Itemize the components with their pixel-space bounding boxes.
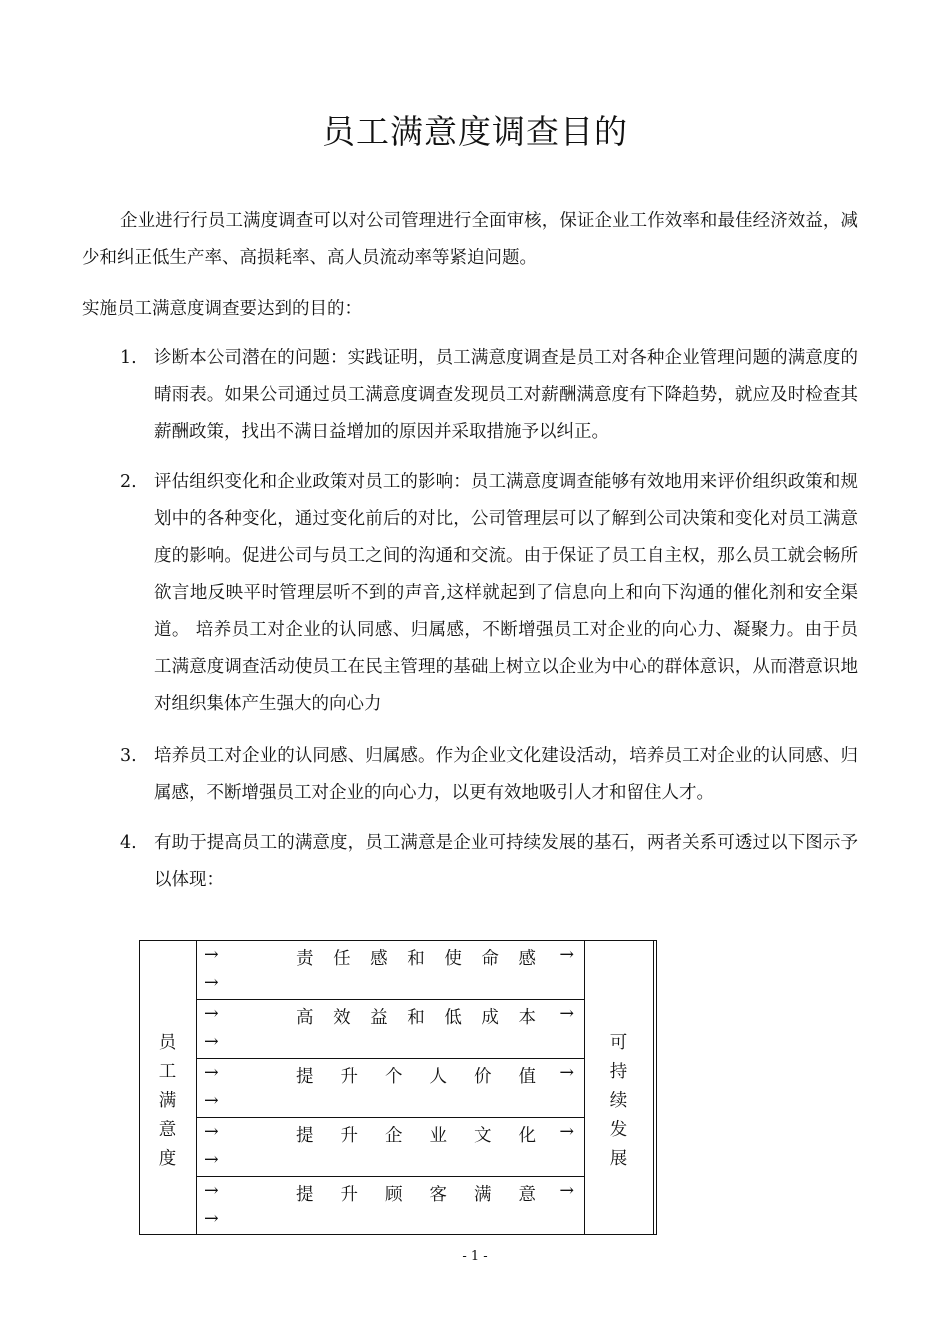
arrow-icon: → [204, 973, 219, 993]
left-label-char: 意 [158, 1120, 177, 1140]
diagram-row [196, 941, 584, 999]
left-label-employee-satisfaction [139, 1029, 196, 1174]
arrow-icon: → [559, 1004, 574, 1024]
list-item-number: 4. [120, 833, 137, 853]
right-label-char: 展 [609, 1149, 628, 1169]
arrow-icon: → [204, 1091, 219, 1111]
arrow-icon: → [204, 1209, 219, 1229]
arrow-icon: → [204, 1181, 219, 1201]
list-item [82, 340, 858, 451]
right-label-sustainable-development [584, 1029, 653, 1174]
diagram-row-text: 提升个人价值 [296, 1067, 536, 1087]
diagram-border-right-double [656, 940, 657, 1235]
list-item [82, 738, 858, 812]
left-label-char: 员 [158, 1033, 177, 1053]
list-item-number: 2. [120, 472, 137, 492]
arrow-icon: → [559, 1063, 574, 1083]
list-item-text: 有助于提高员工的满意度，员工满意是企业可持续发展的基石，两者关系可透过以下图示予以体现： [154, 833, 858, 890]
arrow-icon: → [559, 1181, 574, 1201]
arrow-icon: → [204, 945, 219, 965]
list-item-text: 评估组织变化和企业政策对员工的影响：员工满意度调查能够有效地用来评价组织政策和规划中的各种变化，通过变化前后的对比，公司管理层可以了解到公司决策和变化对员工满意度的影响。促进公司与员工之间的沟通和交流。由于保证了员工自主权，那么员工就会畅所欲言地反映平时管理层听不到的声音,这样就起到了信息向上和向下沟通的催化剂和安全渠道。 培养员工对企业的认同感、归属感，不断增强员工对企业的向心力、凝聚力。由于员工满意度调查活动使员工在民主管理的基础上树立以企业为中心的群体意识，从而潜意识地对组织集体产生强大的向心力 [154, 472, 858, 714]
right-label-char: 可 [609, 1033, 628, 1053]
satisfaction-diagram [139, 940, 659, 1236]
page-title: 员工满意度调查目的 [322, 112, 628, 151]
arrow-icon: → [559, 1122, 574, 1142]
right-label-char: 续 [609, 1091, 628, 1111]
list-item [82, 464, 858, 723]
lead-paragraph: 实施员工满意度调查要达到的目的： [82, 299, 362, 319]
arrow-icon: → [204, 1032, 219, 1052]
list-item-number: 1. [120, 348, 137, 368]
intro-paragraph: 企业进行行员工满度调查可以对公司管理进行全面审核，保证企业工作效率和最佳经济效益，减少和纠正低生产率、高损耗率、高人员流动率等紧迫问题。 [82, 211, 858, 268]
right-label-char: 发 [609, 1120, 628, 1140]
left-label-char: 度 [158, 1149, 177, 1169]
diagram-row [196, 1118, 584, 1176]
diagram-row-text: 提升顾客满意 [296, 1185, 536, 1205]
diagram-row [196, 1000, 584, 1058]
diagram-row-text: 责任感和使命感 [296, 949, 536, 969]
left-label-char: 满 [158, 1091, 177, 1111]
diagram-row-text: 高效益和低成本 [296, 1008, 536, 1028]
left-label-char: 工 [158, 1062, 177, 1082]
right-label-char: 持 [609, 1062, 628, 1082]
diagram-row [196, 1177, 584, 1235]
arrow-icon: → [204, 1004, 219, 1024]
list-item-number: 3. [120, 746, 137, 766]
list-item [82, 825, 858, 899]
arrow-icon: → [204, 1063, 219, 1083]
diagram-row-text: 提升企业文化 [296, 1126, 536, 1146]
arrow-icon: → [559, 945, 574, 965]
arrow-icon: → [204, 1122, 219, 1142]
list-item-text: 诊断本公司潜在的问题：实践证明，员工满意度调查是员工对各种企业管理问题的满意度的晴雨表。如果公司通过员工满意度调查发现员工对薪酬满意度有下降趋势，就应及时检查其薪酬政策，找出不满日益增加的原因并采取措施予以纠正。 [154, 348, 858, 442]
list-item-text: 培养员工对企业的认同感、归属感。作为企业文化建设活动，培养员工对企业的认同感、归属感，不断增强员工对企业的向心力，以更有效地吸引人才和留住人才。 [154, 746, 858, 803]
arrow-icon: → [204, 1150, 219, 1170]
diagram-border-right [653, 940, 654, 1235]
diagram-row [196, 1059, 584, 1117]
page-number: - 1 - [462, 1249, 488, 1264]
